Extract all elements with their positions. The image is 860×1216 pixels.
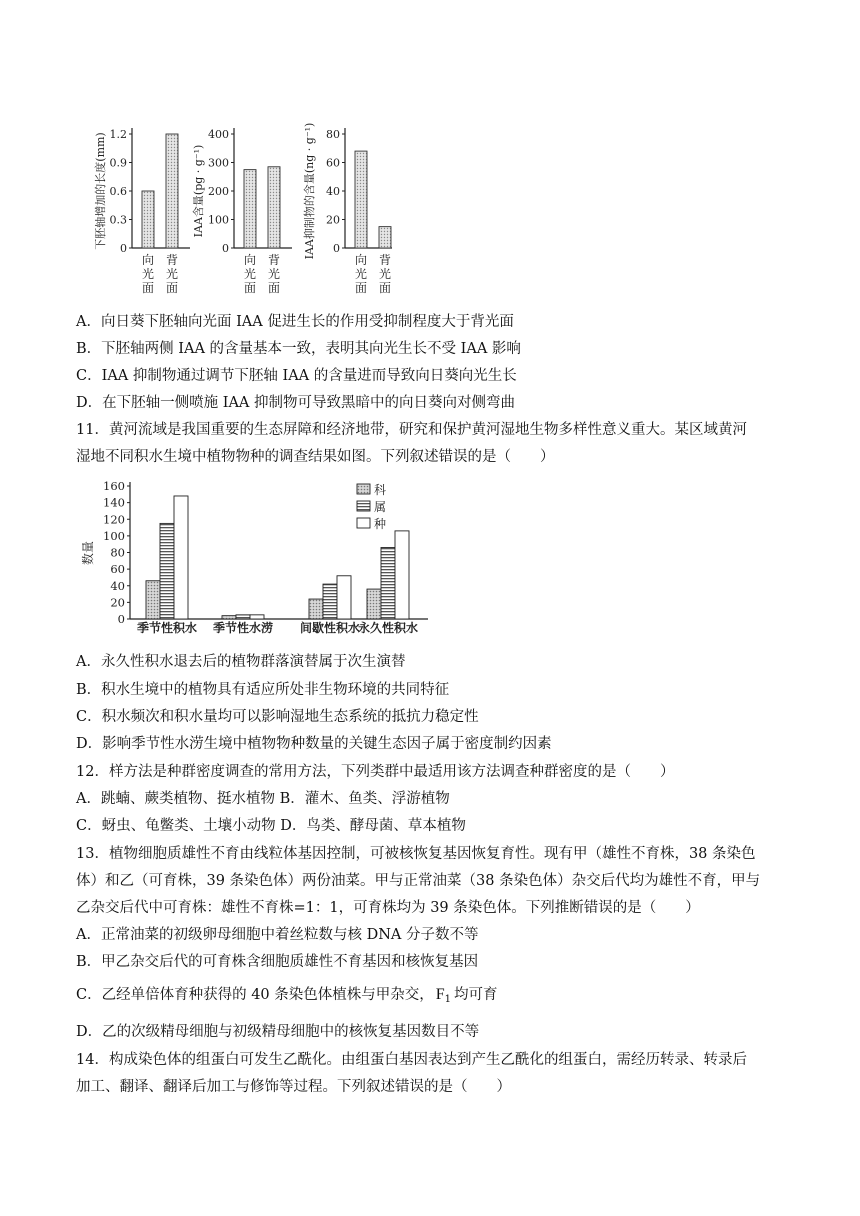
q13-option-a: A．正常油菜的初级卵母细胞中着丝粒数与核 DNA 分子数不等 (76, 927, 479, 943)
y-tick-label: 200 (208, 185, 229, 198)
q13-stem-line2: 体）和乙（可育株，39 条染色体）两份油菜。甲与正常油菜（38 条染色体）杂交后代均为雄性不育，甲与 (76, 873, 761, 889)
x-category-label: 季节性积水 (136, 621, 198, 635)
q12-stem: 12．样方法是种群密度调查的常用方法，下列类群中最适用该方法调查种群密度的是（ ） (76, 764, 675, 780)
panel-2 (191, 128, 292, 295)
f1-symbol: F (435, 986, 445, 1003)
x-category-label: 向 (141, 253, 155, 267)
q10-option-a: A．向日葵下胚轴向光面 IAA 促进生长的作用受抑制程度大于背光面 (76, 314, 514, 330)
q14-stem-line1: 14．构成染色体的组蛋白可发生乙酰化。由组蛋白基因表达到产生乙酰化的组蛋白，需经历转录、转录后 (76, 1052, 747, 1068)
q13-option-c-tail: 均可育 (454, 987, 498, 1003)
y-tick-label: 0.9 (109, 156, 127, 170)
x-category-label: 面 (354, 281, 368, 295)
x-category-label: 面 (141, 281, 155, 295)
figure-wetland-bar-chart (78, 476, 438, 644)
x-category-label: 光 (354, 267, 368, 281)
y-axis-label: IAA抑制物的含量(ng · g⁻¹) (303, 122, 316, 260)
legend-label: 科 (374, 483, 387, 497)
x-category-label: 面 (243, 281, 257, 295)
bar-away-light (166, 134, 178, 248)
q10-option-d: D．在下胚轴一侧喷施 IAA 抑制物可导致黑暗中的向日葵向对侧弯曲 (76, 395, 516, 411)
y-tick-label: 0 (222, 242, 229, 255)
f1-subscript: 1 (444, 994, 452, 1005)
bar-属 (381, 548, 395, 619)
bar-toward-light (244, 170, 256, 248)
q10-option-b: B．下胚轴两侧 IAA 的含量基本一致，表明其向光生长不受 IAA 影响 (76, 341, 521, 357)
y-tick-label: 120 (103, 512, 125, 527)
y-tick-label: 40 (326, 185, 340, 198)
legend-swatch-种 (357, 518, 370, 528)
q11-option-a: A．永久性积水退去后的植物群落演替属于次生演替 (76, 654, 406, 670)
panel-1 (93, 128, 190, 295)
q11-option-c: C．积水频次和积水量均可以影响湿地生态系统的抵抗力稳定性 (76, 709, 479, 725)
bar-种 (250, 615, 264, 619)
y-tick-label: 0.6 (109, 185, 127, 198)
x-category-label: 面 (267, 281, 281, 295)
bar-科 (146, 581, 160, 619)
y-tick-label: 0.3 (109, 213, 127, 227)
legend-swatch-科 (357, 484, 370, 494)
q11-option-b: B．积水生境中的植物具有适应所处非生物环境的共同特征 (76, 682, 450, 698)
x-category-label: 面 (378, 281, 392, 295)
legend-label: 属 (374, 500, 387, 514)
y-tick-label: 0 (120, 242, 127, 255)
panel-3 (302, 123, 392, 295)
y-tick-label: 20 (110, 595, 125, 610)
y-tick-label: 300 (208, 156, 229, 170)
y-tick-label: 1.2 (109, 128, 127, 141)
q13-option-d: D．乙的次级精母细胞与初级精母细胞中的核恢复基因数目不等 (76, 1024, 480, 1040)
x-category-label: 面 (165, 281, 179, 295)
x-category-label: 季节性水涝 (212, 621, 274, 635)
bar-toward-light (355, 151, 367, 248)
bar-away-light (379, 227, 391, 248)
y-tick-label: 80 (110, 545, 125, 560)
y-tick-label: 20 (326, 213, 340, 227)
bar-科 (222, 616, 236, 619)
x-category-label: 间歇性积水 (299, 621, 361, 635)
x-category-label: 光 (165, 267, 179, 281)
bar-away-light (268, 167, 280, 248)
q14-stem-line2: 加工、翻译、翻译后加工与修饰等过程。下列叙述错误的是（ ） (76, 1079, 511, 1095)
q13-option-c-text: C．乙经单倍体育种获得的 40 条染色体植株与甲杂交， (76, 987, 434, 1003)
q12-options-cd: C．蚜虫、龟鳖类、土壤小动物 D．鸟类、酵母菌、草本植物 (76, 818, 466, 834)
bar-种 (395, 531, 409, 619)
x-category-label: 光 (267, 267, 281, 281)
bar-科 (367, 589, 381, 619)
bar-科 (309, 599, 323, 619)
y-tick-label: 160 (103, 479, 125, 493)
y-axis-label: 数量 (81, 540, 95, 566)
legend-swatch-属 (357, 501, 370, 511)
x-category-label: 光 (243, 267, 257, 281)
y-axis-label: 下胚轴增加的长度(mm) (94, 132, 107, 250)
bar-属 (323, 584, 337, 619)
q12-options-ab: A．跳蝻、蕨类植物、挺水植物 B．灌木、鱼类、浮游植物 (76, 791, 450, 807)
y-tick-label: 400 (208, 128, 229, 141)
q11-option-d: D．影响季节性水涝生境中植物物种数量的关键生态因子属于密度制约因素 (76, 736, 552, 752)
y-tick-label: 0 (117, 612, 125, 626)
y-tick-label: 60 (110, 562, 125, 577)
q10-option-c: C．IAA 抑制物通过调节下胚轴 IAA 的含量进而导致向日葵向光生长 (76, 368, 517, 384)
bar-toward-light (142, 191, 154, 248)
q11-stem-line2: 湿地不同积水生境中植物物种的调查结果如图。下列叙述错误的是（ ） (76, 449, 555, 465)
y-tick-label: 80 (326, 128, 340, 141)
bar-属 (236, 615, 250, 619)
y-tick-label: 100 (103, 528, 125, 543)
q13-stem-line3: 乙杂交后代中可育株：雄性不育株=1：1，可育株均为 39 条染色体。下列推断错误的是（ ） (76, 900, 700, 916)
y-tick-label: 60 (326, 156, 340, 170)
bar-种 (174, 496, 188, 619)
x-category-label: 向 (243, 253, 257, 267)
y-tick-label: 100 (208, 213, 229, 227)
x-category-label: 光 (378, 267, 392, 281)
y-axis-label: IAA含量(pg · g⁻¹) (192, 144, 205, 238)
q13-stem-line1: 13．植物细胞质雄性不育由线粒体基因控制，可被核恢复基因恢复育性。现有甲（雄性不育株，38 条染色 (76, 846, 756, 862)
y-tick-label: 0 (333, 242, 340, 255)
q13-option-c (76, 985, 498, 1010)
q11-stem-line1: 11．黄河流域是我国重要的生态屏障和经济地带，研究和保护黄河湿地生物多样性意义重大。某区域黄河 (76, 422, 747, 438)
x-category-label: 永久性积水 (357, 621, 419, 635)
y-tick-label: 40 (110, 578, 125, 593)
figure-iaa-panels (92, 116, 392, 302)
x-category-label: 背 (267, 253, 281, 267)
x-category-label: 光 (141, 267, 155, 281)
y-tick-label: 140 (103, 495, 125, 510)
x-category-label: 背 (378, 253, 392, 267)
x-category-label: 向 (354, 253, 368, 267)
q13-option-b: B．甲乙杂交后代的可育株含细胞质雄性不育基因和核恢复基因 (76, 954, 479, 970)
bar-种 (337, 576, 351, 619)
bar-属 (160, 523, 174, 619)
legend-label: 种 (374, 517, 387, 531)
x-category-label: 背 (165, 253, 179, 267)
